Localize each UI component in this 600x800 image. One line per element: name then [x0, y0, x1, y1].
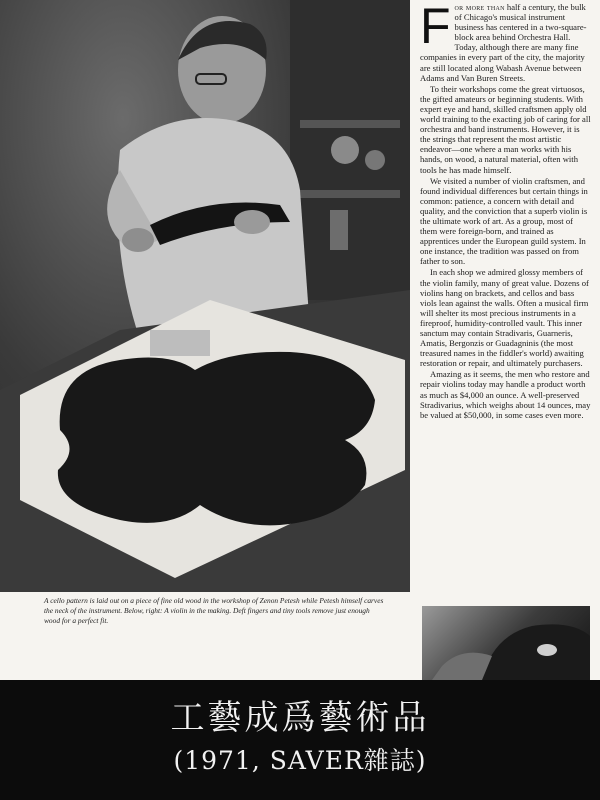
paragraph-text: half a century, the bulk of Chicago's musical instrument business has centered in a two-square-block area behind Orchestra Hall. Today, although there are many fine companies in every part of the city, the majority are still located along Wabash Avenue between Adams and Van Buren Streets.	[420, 2, 587, 83]
article-paragraph-5: Amazing as it seems, the men who restore and repair violins today may handle a product worth as much as $4,000 an ounce. A well-preserved Stradivarius, which weighs about 14 ounces, may be valued at $50,000, in some cases even more.	[420, 369, 591, 420]
article-paragraph-1	[420, 2, 592, 83]
banner-subtitle: (1971, SAVER雜誌)	[173, 746, 427, 775]
violin-illustration	[422, 606, 590, 680]
article-column	[420, 2, 592, 421]
article-paragraph-4: In each shop we admired glossy members of the violin family, many of great value. Dozens of violins hang on brackets, and cellos and bass viols lean against the walls. Often a musical firm will shelter its most precious instruments in a fireproof, humidity-controlled vault. This inner sanctum may contain Stradivaris, Guarneris, Amatis, Bergonzis or Guadagninis (the most treasured names in the fiddler's world) awaiting restoration or repair, and ultimately purchasers.	[420, 267, 589, 369]
banner-title: 工藝成爲藝術品	[170, 698, 430, 738]
photo-caption: A cello pattern is laid out on a piece of fine old wood in the workshop of Zenon Petesh while Petesh himself carves the neck of the instrument. Below, right: A violin in the making. Deft fingers and tiny tools remove just enough wood for a perfect fit.	[44, 596, 384, 625]
article-paragraph-3: We visited a number of violin craftsmen, and found individual differences but certain things in common: patience, a concern with detail and quality, and the conviction that a superb violin is the ultimate work of art. As a group, most of them were foreign-born, and trained as apprentices under the European guild system. In one instance, the tradition was passed on from father to son.	[420, 175, 588, 267]
drop-cap: F	[420, 0, 451, 54]
title-banner	[0, 680, 600, 800]
lead-in: or more than	[454, 2, 505, 12]
article-paragraph-2: To their workshops come the great virtuosos, the gifted amateurs or beginning students. With expert eye and hand, skilled craftsmen apply old world training to the exacting job of caring for all orchestra and band instruments. However, it is the strings that represent the most artistic endeavor—one where a man works with his hands, on wood, a natural material, often with tools he has made himself.	[420, 83, 591, 175]
violin-making-photo	[422, 606, 590, 680]
